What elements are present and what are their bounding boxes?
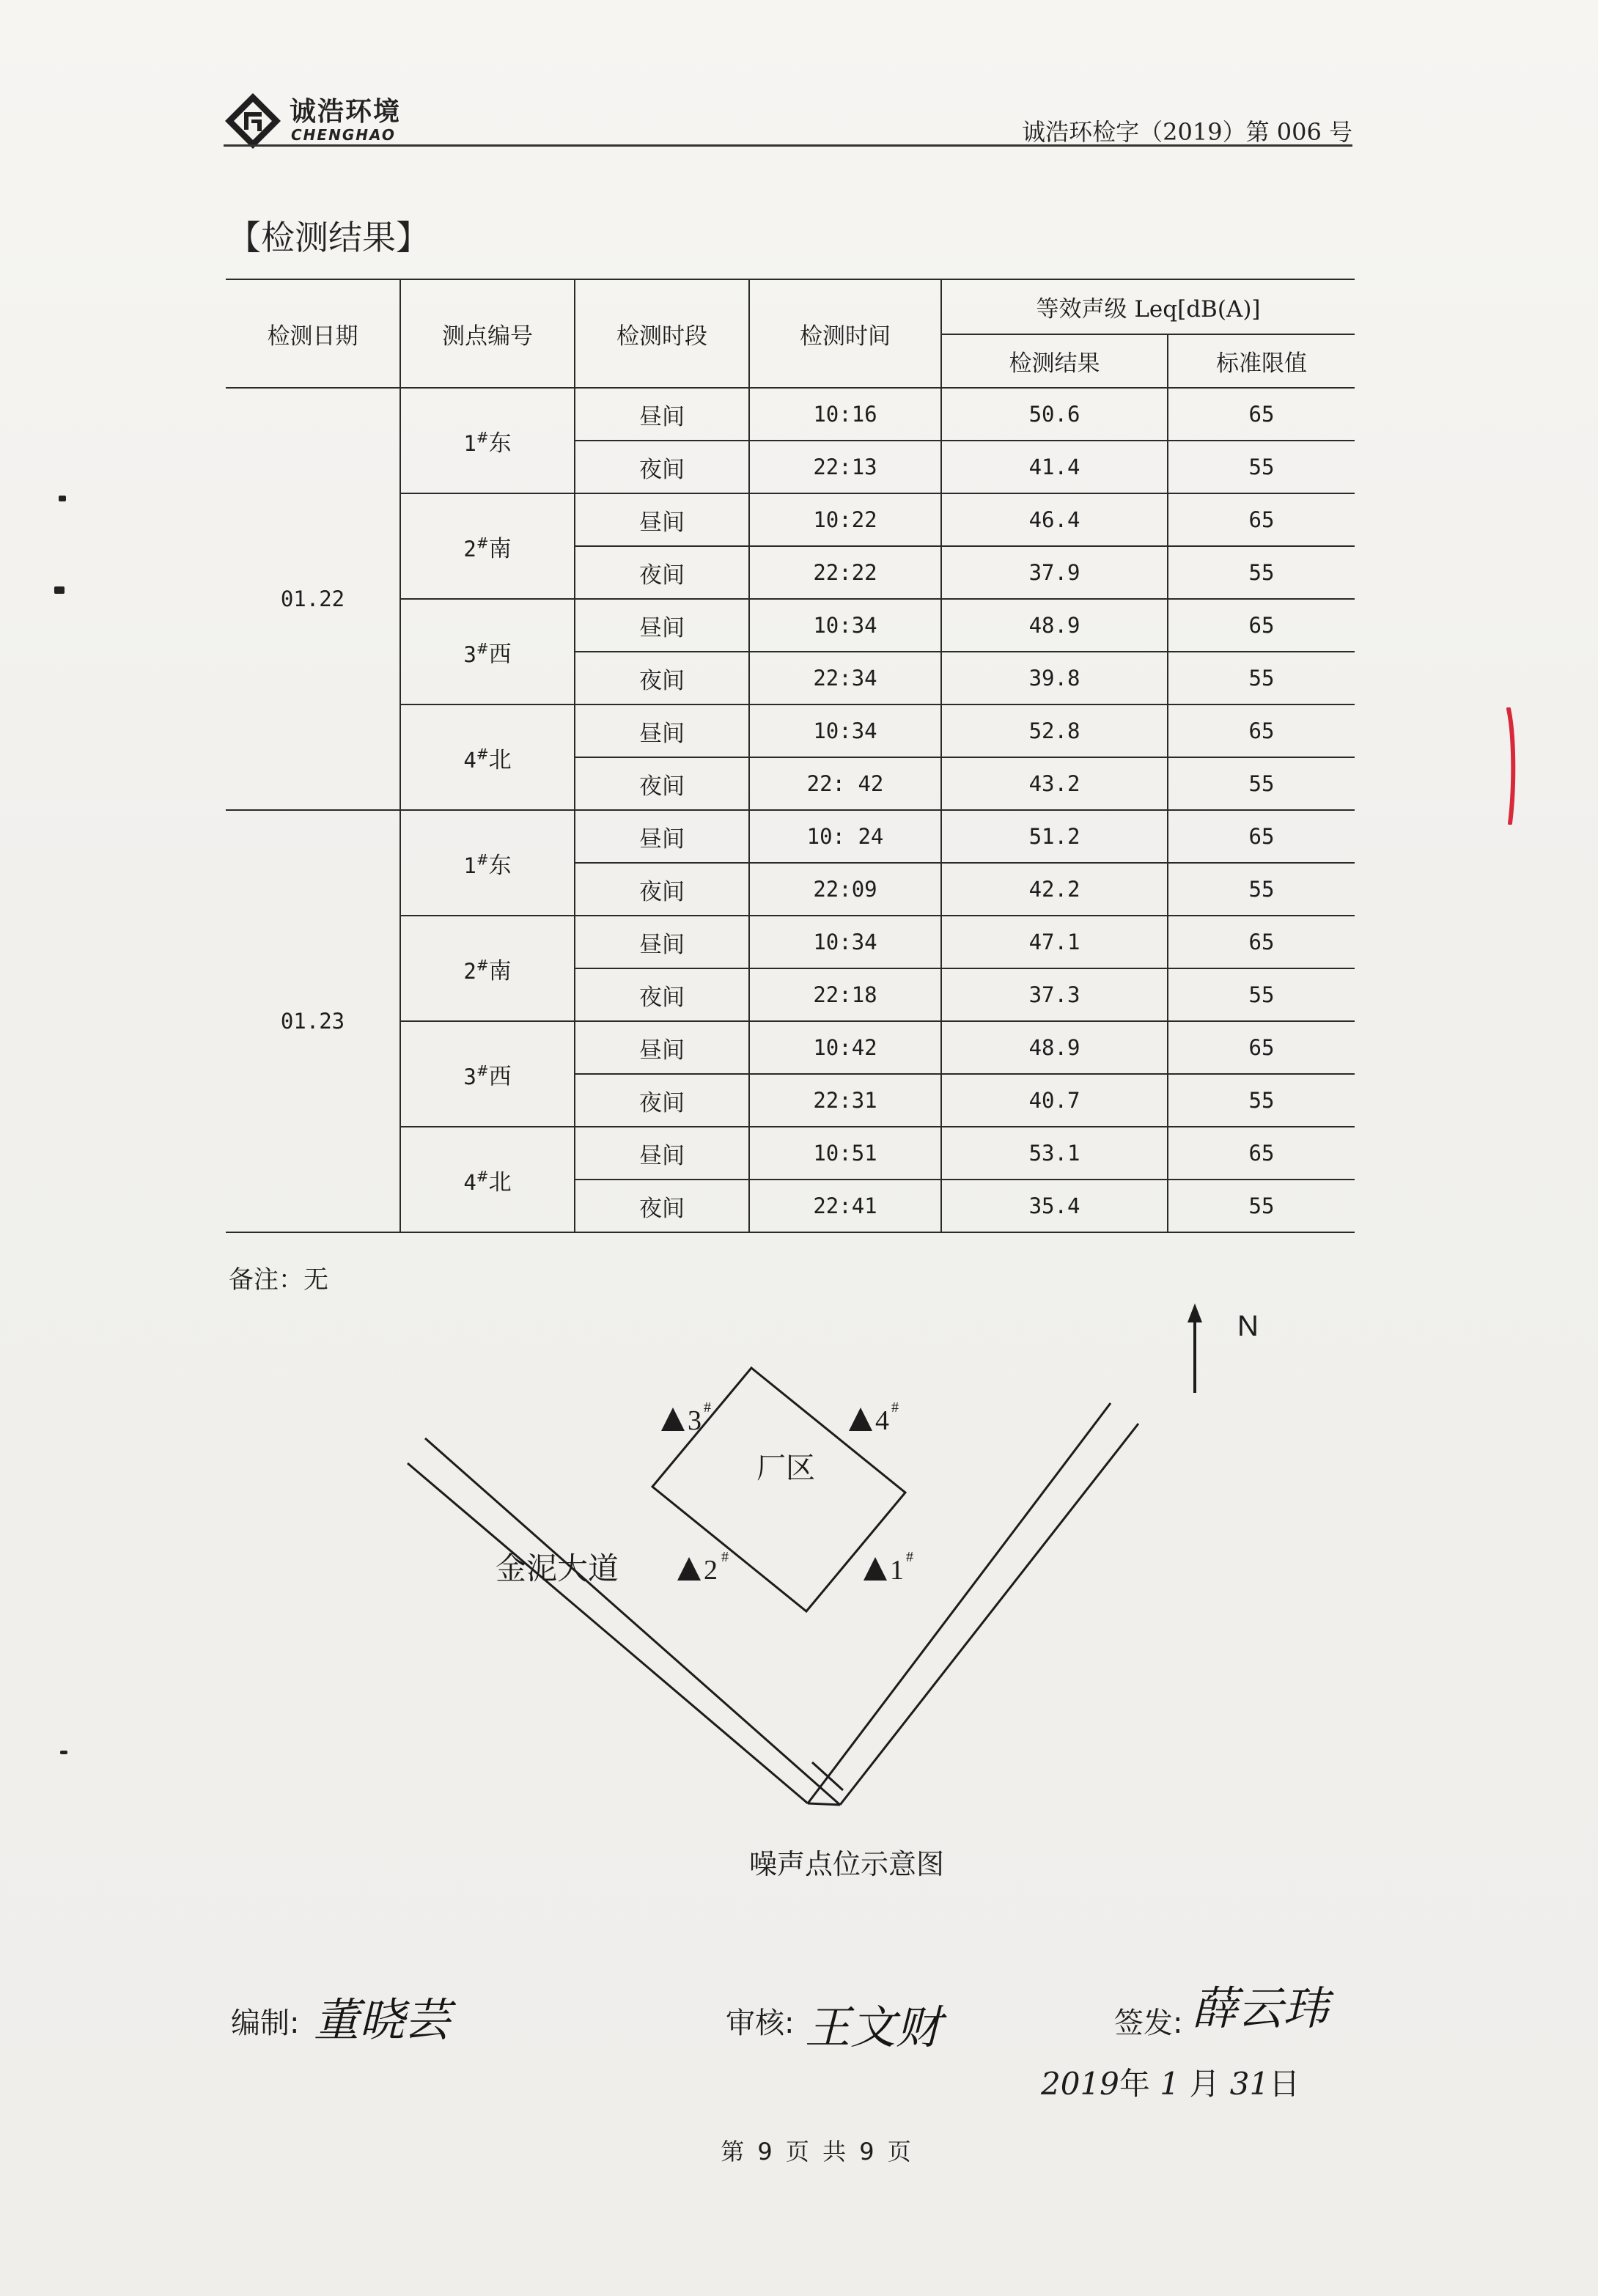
limit-cell: 55: [1168, 1180, 1355, 1232]
point-direction: 东: [488, 430, 512, 457]
period-cell: 夜间: [575, 968, 749, 1021]
factory-label: 厂区: [756, 1452, 815, 1484]
result-cell: 48.9: [941, 599, 1168, 652]
point-hash: #: [476, 745, 489, 763]
road-label: 金泥大道: [495, 1551, 619, 1586]
period-cell: 夜间: [575, 863, 749, 916]
north-label: N: [1237, 1310, 1259, 1342]
time-cell: 22: 42: [749, 757, 941, 810]
period-cell: 昼间: [575, 599, 749, 652]
point-number: 3: [463, 641, 476, 667]
table-row: [226, 388, 1355, 441]
point-cell: [400, 1127, 575, 1232]
point-2-label: 2: [704, 1555, 718, 1586]
scan-speck: [59, 496, 66, 501]
date-year-unit: 年: [1119, 2066, 1150, 2102]
results-table-body: [226, 388, 1355, 1232]
reviewer-signature: 王文财: [805, 2001, 942, 2054]
point-4-label: 4: [875, 1405, 889, 1436]
point-hash: #: [476, 534, 489, 552]
point-2-hash: #: [721, 1549, 729, 1565]
period-cell: 昼间: [575, 704, 749, 757]
point-3-marker: [661, 1399, 711, 1436]
point-4-hash: #: [891, 1399, 899, 1416]
time-cell: 22:41: [749, 1180, 941, 1232]
header-leq-group: 等效声级 Leq[dB(A)]: [941, 279, 1355, 334]
point-hash: #: [476, 1167, 489, 1185]
point-direction: 东: [488, 852, 512, 879]
limit-cell: 65: [1168, 1127, 1355, 1180]
result-cell: 46.4: [941, 493, 1168, 546]
point-number: 2: [463, 958, 476, 984]
point-3-label: 3: [688, 1405, 702, 1436]
page-number: 第 9 页 共 9 页: [721, 2138, 914, 2166]
date-cell: 01.22: [226, 388, 400, 810]
result-cell: 47.1: [941, 916, 1168, 968]
time-cell: 22:34: [749, 652, 941, 704]
point-hash: #: [476, 956, 489, 974]
result-cell: 52.8: [941, 704, 1168, 757]
time-cell: 10:51: [749, 1127, 941, 1180]
result-cell: 48.9: [941, 1021, 1168, 1074]
north-arrow-icon: [1188, 1303, 1202, 1393]
date-month: 1: [1160, 2066, 1179, 2102]
limit-cell: 65: [1168, 916, 1355, 968]
point-number: 1: [463, 430, 476, 456]
point-direction: 北: [488, 746, 512, 773]
time-cell: 10:34: [749, 704, 941, 757]
date-day: 31: [1229, 2066, 1270, 2102]
point-number: 1: [463, 853, 476, 878]
time-cell: 10:16: [749, 388, 941, 441]
issuer-signature: 薛云玮: [1192, 1982, 1329, 2035]
point-direction: 北: [488, 1169, 512, 1196]
time-cell: 22:31: [749, 1074, 941, 1127]
red-ink-mark: [1504, 707, 1517, 825]
header-point: 测点编号: [400, 279, 575, 388]
limit-cell: 65: [1168, 704, 1355, 757]
point-cell: [400, 388, 575, 493]
time-cell: 10: 24: [749, 810, 941, 863]
result-cell: 39.8: [941, 652, 1168, 704]
point-number: 4: [463, 747, 476, 773]
result-cell: 42.2: [941, 863, 1168, 916]
point-hash: #: [476, 639, 489, 658]
company-logo: [224, 88, 414, 150]
point-direction: 南: [488, 535, 512, 562]
point-1-hash: #: [906, 1549, 913, 1565]
period-cell: 夜间: [575, 546, 749, 599]
triangle-icon: [661, 1408, 685, 1431]
point-cell: [400, 810, 575, 916]
limit-cell: 55: [1168, 863, 1355, 916]
editor-label: 编制:: [231, 2006, 300, 2040]
limit-cell: 55: [1168, 546, 1355, 599]
limit-cell: 55: [1168, 441, 1355, 493]
issuer-label: 签发:: [1114, 2006, 1183, 2040]
reviewer-label: 审核:: [726, 2006, 795, 2040]
time-cell: 22:18: [749, 968, 941, 1021]
limit-cell: 65: [1168, 493, 1355, 546]
point-direction: 西: [488, 1063, 512, 1090]
period-cell: 夜间: [575, 441, 749, 493]
limit-cell: 65: [1168, 599, 1355, 652]
limit-cell: 65: [1168, 388, 1355, 441]
period-cell: 昼间: [575, 916, 749, 968]
header-limit: 标准限值: [1168, 334, 1355, 388]
point-hash: #: [476, 1061, 489, 1080]
period-cell: 夜间: [575, 1074, 749, 1127]
point-cell: [400, 599, 575, 704]
point-hash: #: [476, 428, 489, 446]
result-cell: 37.3: [941, 968, 1168, 1021]
logo-chinese-text: 诚浩环境: [290, 97, 402, 127]
point-1-label: 1: [890, 1555, 904, 1586]
logo-mark-icon: [224, 92, 282, 150]
date-cell: 01.23: [226, 810, 400, 1232]
results-table: [226, 279, 1355, 1233]
time-cell: 10:34: [749, 599, 941, 652]
document-number: 诚浩环检字（2019）第 006 号: [1022, 118, 1352, 146]
result-cell: 51.2: [941, 810, 1168, 863]
time-cell: 22:13: [749, 441, 941, 493]
point-direction: 南: [488, 957, 512, 985]
result-cell: 37.9: [941, 546, 1168, 599]
time-cell: 10:34: [749, 916, 941, 968]
result-cell: 41.4: [941, 441, 1168, 493]
point-direction: 西: [488, 641, 512, 668]
logo-english-text: CHENGHAO: [291, 126, 396, 144]
triangle-icon: [849, 1408, 872, 1431]
time-cell: 22:09: [749, 863, 941, 916]
date-year: 2019: [1041, 2066, 1119, 2102]
result-cell: 40.7: [941, 1074, 1168, 1127]
point-cell: [400, 493, 575, 599]
point-number: 2: [463, 536, 476, 562]
limit-cell: 55: [1168, 1074, 1355, 1127]
header-period: 检测时段: [575, 279, 749, 388]
header-divider: [224, 144, 1352, 147]
result-cell: 43.2: [941, 757, 1168, 810]
limit-cell: 65: [1168, 810, 1355, 863]
limit-cell: 65: [1168, 1021, 1355, 1074]
table-row: [226, 810, 1355, 863]
date-month-unit: 月: [1189, 2066, 1220, 2102]
period-cell: 昼间: [575, 810, 749, 863]
period-cell: 昼间: [575, 1127, 749, 1180]
triangle-icon: [864, 1557, 887, 1581]
point-cell: [400, 916, 575, 1021]
result-cell: 53.1: [941, 1127, 1168, 1180]
time-cell: 10:42: [749, 1021, 941, 1074]
scan-speck: [54, 586, 65, 594]
point-hash: #: [476, 850, 489, 869]
time-cell: 10:22: [749, 493, 941, 546]
result-cell: 50.6: [941, 388, 1168, 441]
scan-speck: [60, 1751, 67, 1754]
period-cell: 昼间: [575, 493, 749, 546]
noise-point-diagram: [0, 1276, 1598, 1906]
section-title: 【检测结果】: [227, 218, 430, 257]
limit-cell: 55: [1168, 652, 1355, 704]
remark: 备注：无: [229, 1265, 328, 1295]
point-2-marker: [677, 1549, 729, 1586]
diagram-caption: 噪声点位示意图: [748, 1848, 944, 1880]
period-cell: 昼间: [575, 1021, 749, 1074]
point-3-hash: #: [704, 1399, 711, 1416]
time-cell: 22:22: [749, 546, 941, 599]
header-time: 检测时间: [749, 279, 941, 388]
date-day-unit: 日: [1269, 2066, 1300, 2102]
result-cell: 35.4: [941, 1180, 1168, 1232]
period-cell: 夜间: [575, 1180, 749, 1232]
header-date: 检测日期: [226, 279, 400, 388]
triangle-icon: [677, 1557, 701, 1581]
editor-signature: 董晓芸: [314, 1993, 451, 2047]
signature-date: [1041, 2060, 1300, 2104]
point-cell: [400, 704, 575, 810]
point-number: 3: [463, 1064, 476, 1089]
period-cell: 昼间: [575, 388, 749, 441]
period-cell: 夜间: [575, 757, 749, 810]
limit-cell: 55: [1168, 757, 1355, 810]
point-number: 4: [463, 1169, 476, 1195]
point-cell: [400, 1021, 575, 1127]
point-1-marker: [864, 1549, 913, 1586]
limit-cell: 55: [1168, 968, 1355, 1021]
period-cell: 夜间: [575, 652, 749, 704]
header-result: 检测结果: [941, 334, 1168, 388]
point-4-marker: [849, 1399, 899, 1436]
